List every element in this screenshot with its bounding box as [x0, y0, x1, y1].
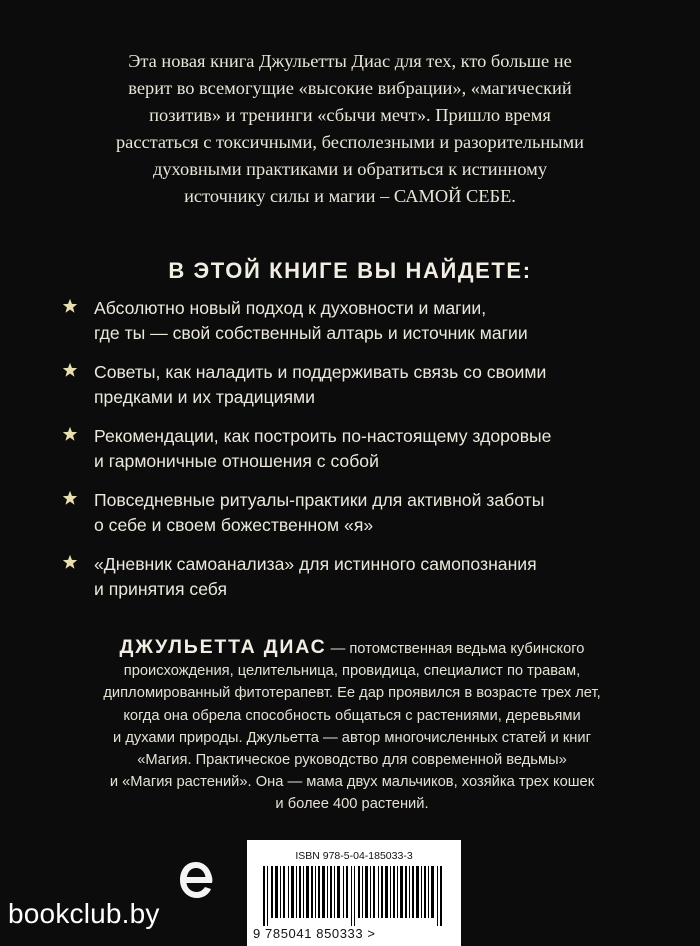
features-heading: В ЭТОЙ КНИГЕ ВЫ НАЙДЕТЕ: — [168, 258, 532, 283]
feature-text — [94, 360, 642, 410]
star-icon — [62, 554, 78, 570]
bio-line: «Магия. Практическое руководство для современной ведьмы» — [137, 752, 567, 769]
bio-line: — потомственная ведьма кубинского — [326, 641, 585, 657]
intro-line: позитив» и тренинги «сбычи мечт». Пришло время — [149, 105, 551, 125]
feature-line: предками и их традициями — [94, 387, 315, 407]
bio-line: и «Магия растений». Она — мама двух мальчиков, хозяйка трех кошек — [109, 774, 595, 791]
intro-paragraph — [58, 48, 642, 210]
bio-line: происхождения, целительница, провидица, специалист по травам, — [123, 663, 581, 680]
feature-line: где ты — свой собственный алтарь и источник магии — [94, 323, 528, 343]
star-icon — [62, 298, 78, 314]
feature-text — [94, 296, 642, 346]
feature-text — [94, 488, 642, 538]
feature-line: Повседневные ритуалы-практики для активной заботы — [94, 490, 545, 510]
bio-line: дипломированный фитотерапевт. Ее дар проявился в возрасте трех лет, — [103, 685, 601, 702]
feature-line: и гармоничные отношения с собой — [94, 451, 379, 471]
isbn-text: ISBN 978-5-04-185033-3 — [295, 850, 413, 862]
intro-line: Эта новая книга Джульетты Диас для тех, кто больше не — [128, 51, 572, 71]
star-icon — [62, 362, 78, 378]
barcode-digits: 9 785041 850333 > — [253, 926, 376, 941]
barcode-icon — [263, 866, 447, 926]
star-icon — [62, 490, 78, 506]
feature-line: Абсолютно новый подход к духовности и магии, — [94, 298, 487, 318]
intro-line: источнику силы и магии – САМОЙ СЕБЕ. — [184, 186, 516, 206]
site-watermark: bookclub.by — [8, 898, 160, 929]
author-bio — [52, 636, 652, 816]
feature-text — [94, 424, 642, 474]
bio-first-line — [52, 636, 652, 660]
feature-text — [94, 552, 642, 602]
bio-line: и духами природы. Джульетта — автор многочисленных статей и книг — [113, 729, 591, 746]
eksmo-e-logo-icon — [176, 856, 216, 904]
bio-line: и более 400 растений. — [275, 796, 429, 813]
bio-line: когда она обрела способность общаться с растениями, деревьями — [123, 707, 581, 724]
barcode-label — [247, 840, 461, 946]
star-icon — [62, 426, 78, 442]
feature-line: «Дневник самоанализа» для истинного самопознания — [94, 554, 537, 574]
feature-line: и принятия себя — [94, 579, 228, 599]
feature-line: о себе и своем божественном «я» — [94, 515, 374, 535]
feature-line: Советы, как наладить и поддерживать связь со своими — [94, 362, 547, 382]
intro-line: расстаться с токсичными, бесполезными и разорительными — [115, 132, 585, 152]
author-name: ДЖУЛЬЕТТА ДИАС — [119, 636, 327, 658]
intro-line: верит во всемогущие «высокие вибрации», «магический — [128, 78, 572, 98]
intro-line: духовными практиками и обратиться к истинному — [152, 159, 548, 179]
feature-line: Рекомендации, как построить по-настоящему здоровые — [94, 426, 552, 446]
